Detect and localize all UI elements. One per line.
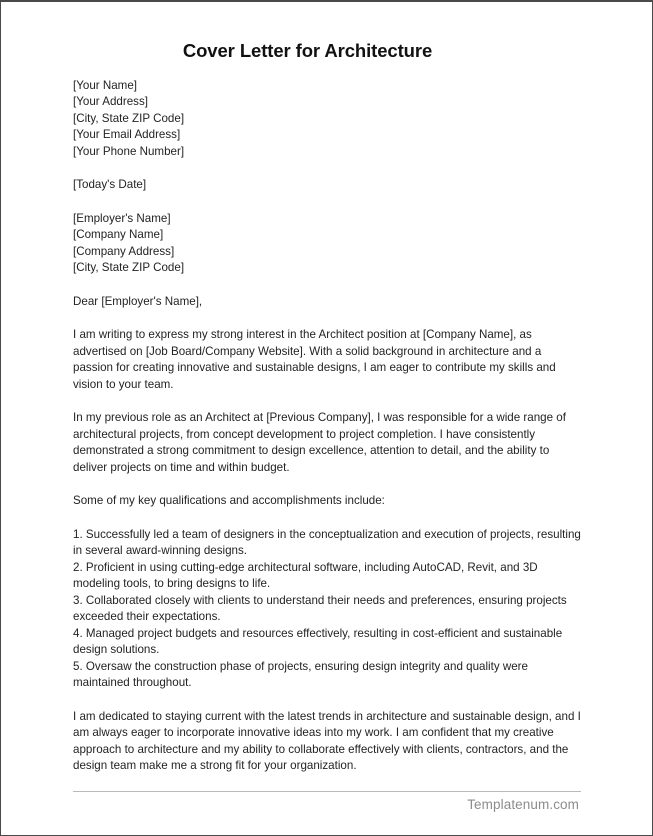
sender-line: [Your Address]	[73, 95, 148, 109]
list-item: 4. Managed project budgets and resources effectively, resulting in cost-efficient and sustainable design solutions.	[73, 626, 563, 657]
page-content	[1, 2, 652, 835]
recipient-line: [City, State ZIP Code]	[73, 261, 185, 275]
spacer	[73, 310, 581, 327]
list-item: 1. Successfully led a team of designers in the conceptualization and execution of projects, resulting in several award-winning designs.	[73, 527, 581, 558]
qualifications-list	[73, 527, 581, 692]
list-item: 2. Proficient in using cutting-edge architectural software, including AutoCAD, Revit, and 3D modeling tools, to bring designs to life.	[73, 560, 538, 591]
qualifications-intro: Some of my key qualifications and accomplishments include:	[73, 494, 385, 508]
date-line: [Today's Date]	[73, 178, 147, 192]
sender-line: [Your Email Address]	[73, 128, 181, 142]
paragraph-intro: I am writing to express my strong interest in the Architect position at [Company Name], as advertised on [Job Board/Company Website]. With a solid background in architecture and a passion for creating innovative and sustainable designs, I am eager to contribute my skills and vision to your team.	[73, 328, 556, 391]
recipient-line: [Company Address]	[73, 244, 175, 258]
spacer	[73, 692, 581, 709]
spacer	[73, 476, 581, 493]
spacer	[73, 277, 581, 294]
letter-body	[73, 78, 581, 775]
spacer	[73, 194, 581, 211]
salutation: Dear [Employer's Name],	[73, 294, 203, 308]
recipient-line: [Company Name]	[73, 228, 164, 242]
list-item: 5. Oversaw the construction phase of projects, ensuring design integrity and quality were maintained throughout.	[73, 659, 528, 690]
footer-brand-watermark: Templatenum.com	[467, 797, 579, 812]
page-title: Cover Letter for Architecture	[182, 40, 433, 61]
paragraph-closing: I am dedicated to staying current with the latest trends in architecture and sustainable design, and I am always eager to incorporate innovative ideas into my work. I am confident that my creative approach to architecture and my ability to collaborate effectively with clients, contractors, and the design team make me a strong fit for your organization.	[73, 709, 581, 773]
sender-address-block	[73, 78, 581, 160]
footer-divider	[73, 791, 581, 792]
spacer	[73, 160, 581, 177]
paragraph-experience: In my previous role as an Architect at [Previous Company], I was responsible for a wide range of architectural projects, from concept development to project completion. I have consistently demonstrated a strong commitment to design excellence, attention to detail, and the ability to deliver projects on time and within budget.	[73, 411, 566, 474]
recipient-address-block	[73, 211, 581, 277]
spacer	[73, 510, 581, 527]
recipient-line: [Employer's Name]	[73, 211, 171, 225]
sender-line: [City, State ZIP Code]	[73, 111, 185, 125]
list-item: 3. Collaborated closely with clients to understand their needs and preferences, ensuring projects exceeded their expectations.	[73, 593, 567, 624]
sender-line: [Your Name]	[73, 79, 138, 92]
sender-line: [Your Phone Number]	[73, 144, 185, 158]
spacer	[73, 393, 581, 410]
